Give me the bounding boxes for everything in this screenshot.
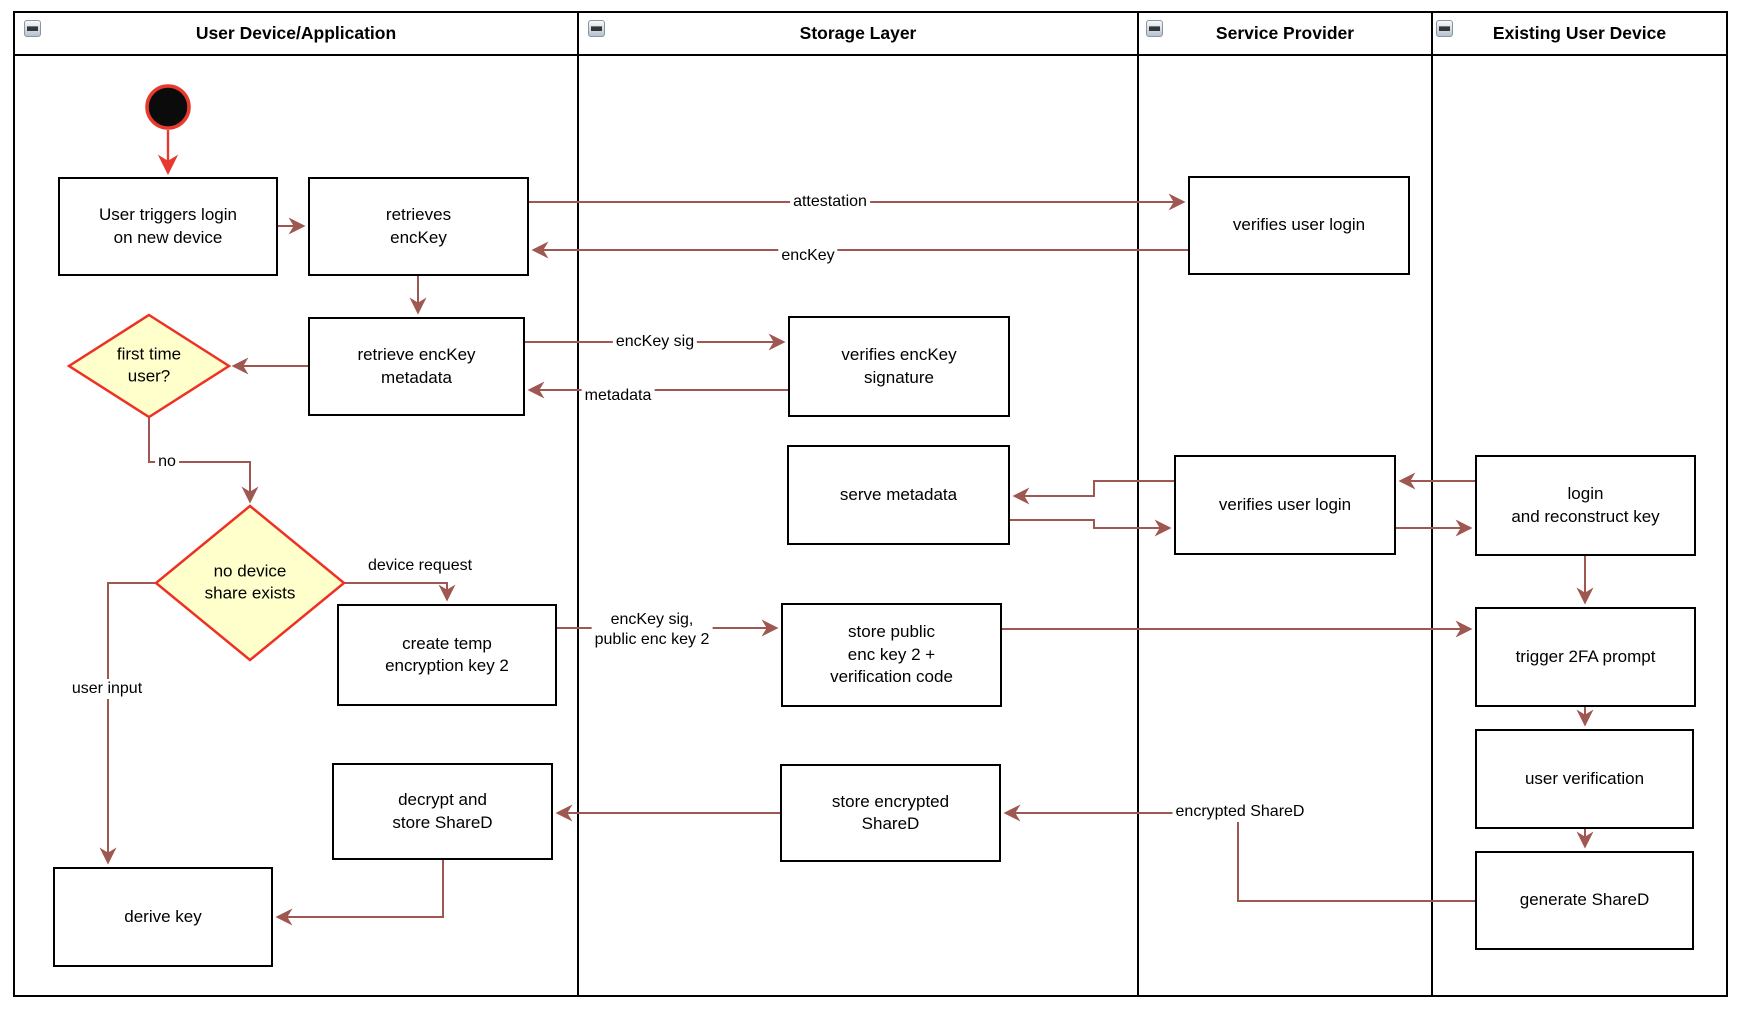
activity-verifies-user-login-1[interactable] [1188, 176, 1410, 275]
activity-trigger-2fa-prompt[interactable] [1475, 607, 1696, 707]
minus-glyph [1149, 26, 1160, 31]
activity-retrieve-enckey-metadata[interactable] [308, 317, 525, 416]
activity-label-line: generate ShareD [1519, 890, 1650, 910]
edge-label-attestation: attestation [790, 192, 870, 212]
activity-label-line: trigger 2FA prompt [1515, 646, 1656, 666]
activity-label-line: on new device [113, 227, 223, 247]
activity-label-line: store encrypted [831, 791, 950, 811]
lane-header-existing-user-device [1432, 12, 1727, 55]
edge-label-encrypted-shared: encrypted ShareD [1173, 802, 1308, 822]
edge-label-user-input: user input [69, 679, 145, 699]
activity-label-line: verification code [830, 667, 953, 687]
lane-title: Storage Layer [799, 23, 917, 43]
activity-serve-metadata[interactable] [787, 445, 1010, 545]
activity-label-line: derive key [124, 906, 202, 926]
activity-label-line: metadata [381, 367, 452, 387]
edge-label-device-request: device request [365, 556, 475, 576]
minus-glyph [1439, 26, 1450, 31]
activity-user-verification[interactable] [1475, 729, 1694, 829]
lane-header-user-device-application [14, 12, 578, 55]
decision-label-first-time-user: first time user? [116, 344, 182, 386]
collapse-minus-icon[interactable] [1436, 20, 1453, 37]
activity-label-line: login [1567, 484, 1604, 504]
activity-verifies-user-login-2[interactable] [1174, 455, 1396, 555]
activity-label-line: retrieves [385, 205, 452, 225]
activity-generate-shared[interactable] [1475, 851, 1694, 950]
activity-label-line: store ShareD [392, 812, 493, 832]
activity-label-line: retrieve encKey [357, 345, 476, 365]
activity-verifies-enckey-signature[interactable] [788, 316, 1010, 417]
edge-label-metadata-return: metadata [582, 386, 655, 406]
start-node[interactable] [147, 86, 189, 128]
edge-label-enckey-sig: encKey sig [613, 332, 697, 352]
activity-label-line: user verification [1524, 768, 1645, 788]
activity-derive-key[interactable] [53, 867, 273, 967]
activity-label-line: signature [864, 367, 934, 387]
activity-store-public-enc-key-2[interactable] [781, 603, 1002, 707]
activity-label-line: decrypt and [398, 790, 487, 810]
activity-label-line: create temp [402, 633, 492, 653]
collapse-minus-icon[interactable] [24, 20, 41, 37]
activity-store-encrypted-shared[interactable] [780, 764, 1001, 862]
activity-label-line: verifies user login [1232, 215, 1366, 235]
lane-title: Service Provider [1215, 23, 1355, 43]
activity-label-line: verifies encKey [841, 345, 957, 365]
activity-label-line: verifies user login [1218, 494, 1352, 514]
lane-header-service-provider [1138, 12, 1432, 55]
activity-label-line: store public [848, 622, 935, 642]
edge-label-no-branch: no [155, 452, 179, 472]
decision-label-no-device-share-exists: no device share exists [204, 561, 296, 603]
activity-label-line: serve metadata [839, 484, 958, 504]
edge-label-enckey-return: encKey [778, 246, 837, 266]
edge-label-enckey-sig-public-enc-key-2: encKey sig, public enc key 2 [592, 610, 713, 650]
activity-user-triggers-login[interactable] [58, 177, 278, 276]
lane-header-storage-layer [578, 12, 1138, 55]
minus-glyph [27, 26, 38, 31]
activity-login-and-reconstruct-key[interactable] [1475, 455, 1696, 556]
activity-retrieves-enckey[interactable] [308, 177, 529, 276]
activity-label-line: encKey [390, 227, 447, 247]
activity-label-line: ShareD [861, 814, 920, 833]
activity-label-line: and reconstruct key [1511, 506, 1660, 526]
activity-label-line: encryption key 2 [385, 656, 509, 675]
activity-label-line: User triggers login [99, 205, 237, 225]
collapse-minus-icon[interactable] [1146, 20, 1163, 37]
activity-create-temp-encryption-key-2[interactable] [337, 604, 557, 706]
activity-label-line: enc key 2 + [847, 644, 936, 664]
lane-title: User Device/Application [195, 23, 397, 43]
activity-decrypt-and-store-shared[interactable] [332, 763, 553, 860]
minus-glyph [591, 26, 602, 31]
lane-title: Existing User Device [1492, 23, 1667, 43]
collapse-minus-icon[interactable] [588, 20, 605, 37]
